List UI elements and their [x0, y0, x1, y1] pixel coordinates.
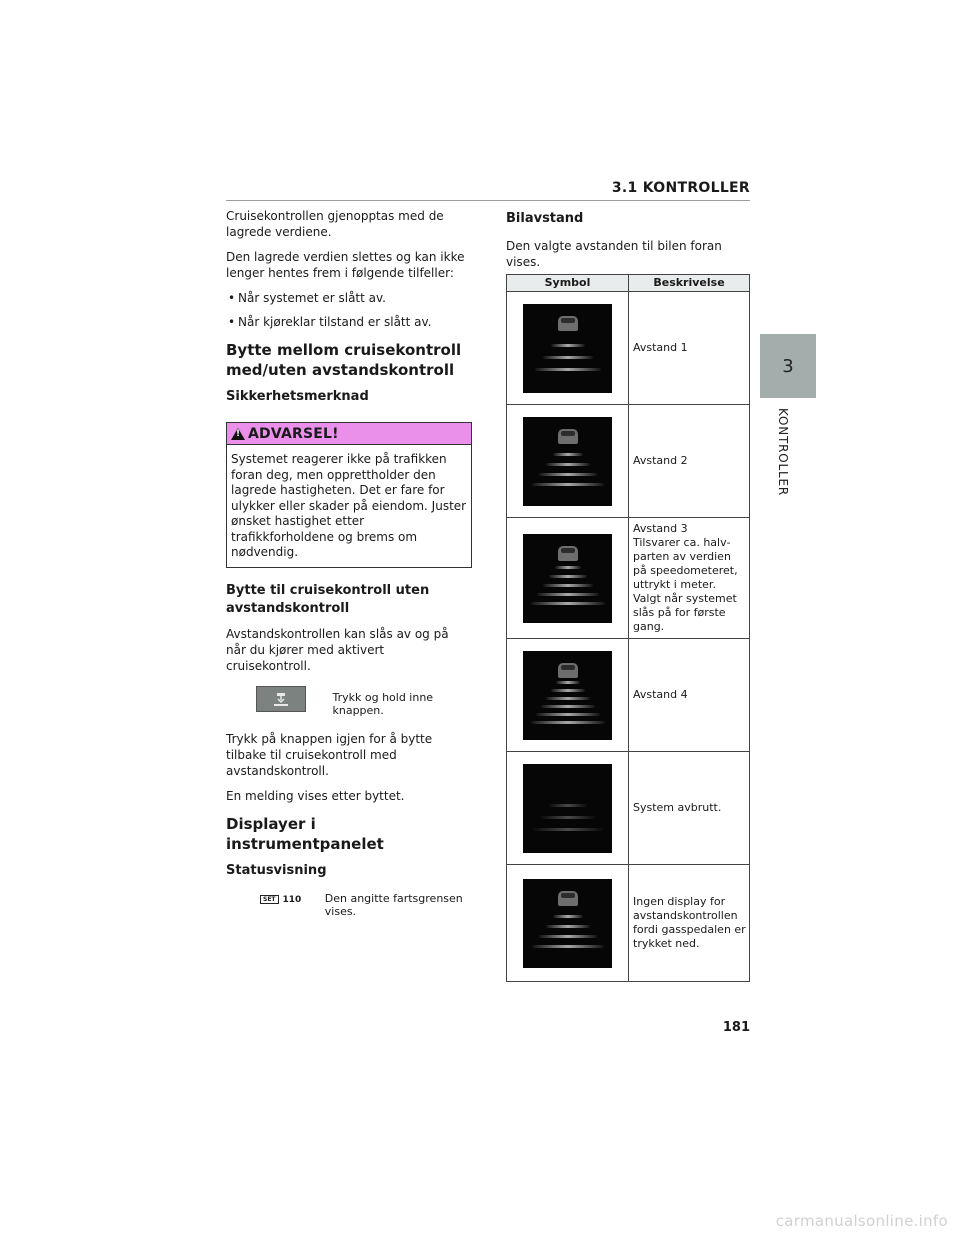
distance-4-icon [523, 651, 612, 740]
heading-distance: Bilavstand [506, 211, 584, 226]
system-aborted-icon [523, 764, 612, 853]
paragraph-message: En melding vises etter byttet. [226, 788, 405, 803]
chapter-number: 3 [782, 355, 794, 377]
table-row [507, 518, 750, 639]
heading-safety: Sikkerhetsmerknad [226, 389, 369, 404]
heading-switch-to: Bytte til cruisekontroll uten avstandskontroll [226, 582, 430, 616]
watermark: carmanualsonline.info [775, 1212, 948, 1230]
row-description: Avstand 1 [629, 292, 750, 405]
paragraph-deleted: Den lagrede verdien slettes og kan ikke lenger hentes frem i følgende tilfeller: [226, 250, 465, 280]
paragraph-resume: Cruisekontrollen gjenopptas med de lagrede verdiene. [226, 209, 444, 239]
table-row [507, 292, 750, 405]
warning-header [227, 423, 471, 445]
row-description: System avbrutt. [629, 752, 750, 865]
left-column [226, 208, 472, 918]
warning-triangle-icon [231, 428, 245, 440]
heading-status: Statusvisning [226, 862, 327, 878]
header-divider [226, 200, 750, 201]
chapter-tab[interactable] [760, 334, 816, 398]
button-instruction-text: Trykk og hold inne knappen. [332, 690, 434, 717]
paragraph-switch-back: Trykk på knappen igjen for å bytte tilbake til cruisekontroll med avstandskontroll. [226, 731, 433, 778]
distance-1-icon [523, 304, 612, 393]
table-row [507, 405, 750, 518]
row-description: Avstand 4 [629, 639, 750, 752]
warning-title: ADVARSEL! [248, 425, 339, 442]
warning-text: Systemet reagerer ikke på trafikken foran deg, men opprettholder den lagrede hastigheten. Det er fare for ulykker eller skader på eiendom. Juster ønsket hastighet etter trafikkforholdene og brems om nødvendig. [231, 452, 467, 559]
distance-table [506, 274, 750, 982]
distance-control-button-icon[interactable] [256, 686, 306, 712]
row-description: Ingen display for avstandskontrollen fordi gasspedalen er trykket ned. [633, 895, 746, 950]
paragraph-distance: Den valgte avstanden til bilen foran vises. [506, 239, 722, 269]
distance-2-icon [523, 417, 612, 506]
button-instruction [256, 686, 472, 717]
paragraph-toggle: Avstandskontrollen kan slås av og på når du kjører med aktivert cruisekontroll. [226, 626, 449, 673]
chapter-label: KONTROLLER [776, 408, 790, 497]
list-item: • Når kjøreklar tilstand er slått av. [226, 314, 472, 330]
status-text: Den angitte fartsgrensen vises. [324, 891, 463, 918]
column-header-description: Beskrivelse [629, 275, 750, 292]
distance-3-icon [523, 534, 612, 623]
table-header-row [507, 275, 750, 292]
column-header-symbol: Symbol [507, 275, 629, 292]
bullet-list [226, 290, 472, 330]
row-description: Avstand 3 [633, 522, 688, 535]
table-row [507, 639, 750, 752]
row-description: Avstand 2 [629, 405, 750, 518]
set-speed-icon [260, 892, 325, 908]
set-speed-value: 110 [282, 894, 302, 905]
row-description-extra: Tilsvarer ca. halvparten av verdien på speedometeret, uttrykt i meter. Valgt når systemet slås på for første gang. [633, 536, 738, 633]
status-display-row [260, 892, 472, 918]
page-number: 181 [722, 1020, 750, 1035]
heading-switch: Bytte mellom cruisekontroll med/uten avstandskontroll [226, 341, 462, 379]
set-badge: SET [260, 895, 279, 904]
warning-box [226, 422, 472, 568]
section-title: 3.1 KONTROLLER [611, 180, 750, 196]
right-column [506, 208, 750, 982]
heading-displays: Displayer i instrumentpanelet [226, 814, 384, 853]
table-row [507, 752, 750, 865]
no-display-icon [523, 879, 612, 968]
table-row [507, 865, 750, 982]
list-item: • Når systemet er slått av. [226, 290, 472, 306]
